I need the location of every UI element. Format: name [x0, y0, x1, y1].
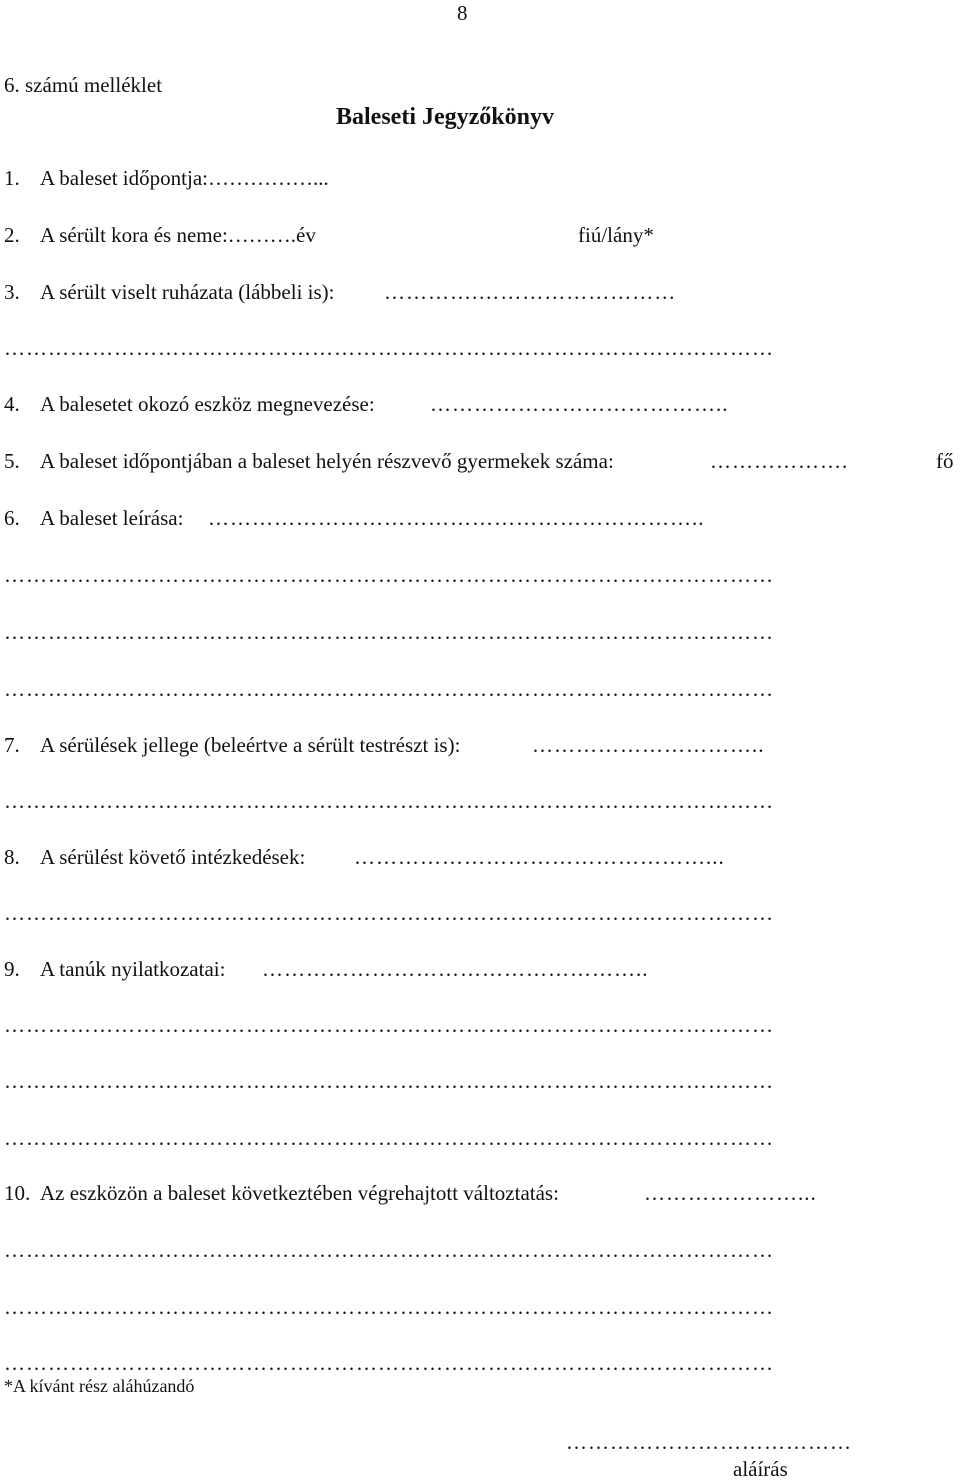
form-item-7	[4, 735, 460, 756]
fill-line[interactable]: ……………………………………………..	[262, 959, 649, 980]
form-item-5	[4, 451, 614, 472]
item-label: A tanúk nyilatkozatai:	[40, 957, 226, 981]
item-label: A sérülést követő intézkedések:	[40, 845, 306, 869]
item-number: 2.	[4, 223, 20, 247]
item-number: 4.	[4, 392, 20, 416]
form-item-6	[4, 508, 183, 529]
fill-line[interactable]: …………………………………………………………..	[208, 508, 705, 529]
item-label: A sérült viselt ruházata (lábbeli is):	[40, 280, 335, 304]
fill-line[interactable]: ……………….	[710, 451, 849, 472]
document-title: Baleseti Jegyzőkönyv	[336, 104, 554, 130]
item-label: A baleset időpontja:	[40, 166, 208, 190]
fill-line[interactable]: …………………………..	[532, 735, 765, 756]
item-number: 5.	[4, 449, 20, 473]
continuation-line[interactable]: ……………………………………………………………………………………………	[4, 1128, 774, 1149]
item-label: A balesetet okozó eszköz megnevezése:	[40, 392, 375, 416]
item-label: Az eszközön a baleset következtében végrehajtott változtatás:	[40, 1181, 559, 1205]
fill-line[interactable]: ……………...	[207, 166, 329, 190]
continuation-line[interactable]: ……………………………………………………………………………………………	[4, 1240, 774, 1261]
footnote: *A kívánt rész aláhúzandó	[4, 1376, 195, 1396]
fill-line[interactable]: …………………...	[644, 1183, 817, 1204]
page-number: 8	[457, 1, 468, 25]
fill-line[interactable]: …………………………………………...	[354, 847, 725, 868]
item-number: 8.	[4, 845, 20, 869]
unit-label: év	[296, 223, 316, 247]
item-label: A sérülések jellege (beleértve a sérült testrészt is):	[40, 733, 461, 757]
form-item-2	[4, 225, 316, 246]
continuation-line[interactable]: ……………………………………………………………………………………………	[4, 1353, 774, 1374]
form-item-10	[4, 1183, 559, 1204]
form-item-3	[4, 282, 335, 303]
continuation-line[interactable]: ……………………………………………………………………………………………	[4, 1071, 774, 1092]
item-number: 10.	[4, 1181, 31, 1205]
item-number: 6.	[4, 506, 20, 530]
continuation-line[interactable]: ……………………………………………………………………………………………	[4, 565, 774, 586]
continuation-line[interactable]: ……………………………………………………………………………………………	[4, 1015, 774, 1036]
continuation-line[interactable]: ……………………………………………………………………………………………	[4, 338, 774, 359]
item-number: 1.	[4, 166, 20, 190]
form-item-1	[4, 168, 329, 189]
continuation-line[interactable]: ……………………………………………………………………………………………	[4, 622, 774, 643]
continuation-line[interactable]: ……………………………………………………………………………………………	[4, 679, 774, 700]
fill-line[interactable]: ……….	[227, 223, 297, 247]
signature-label: aláírás	[733, 1457, 788, 1481]
item-number: 9.	[4, 957, 20, 981]
annex-label: 6. számú melléklet	[4, 73, 163, 97]
form-item-8	[4, 847, 305, 868]
item-label: A sérült kora és neme:	[40, 223, 228, 247]
form-item-4	[4, 394, 375, 415]
gender-options[interactable]: fiú/lány*	[578, 223, 654, 247]
continuation-line[interactable]: ……………………………………………………………………………………………	[4, 903, 774, 924]
fill-line[interactable]: …………………………………..	[430, 394, 729, 415]
item-number: 3.	[4, 280, 20, 304]
fill-line[interactable]: ………….………………………	[384, 282, 677, 303]
item-label: A baleset időpontjában a baleset helyén részvevő gyermekek száma:	[40, 449, 614, 473]
unit-label: fő	[936, 449, 954, 473]
item-label: A baleset leírása:	[40, 506, 184, 530]
signature-line[interactable]: …………………………………	[566, 1432, 852, 1453]
form-item-9	[4, 959, 225, 980]
continuation-line[interactable]: ……………………………………………………………………………………………	[4, 791, 774, 812]
item-number: 7.	[4, 733, 20, 757]
continuation-line[interactable]: ……………………………………………………………………………………………	[4, 1297, 774, 1318]
